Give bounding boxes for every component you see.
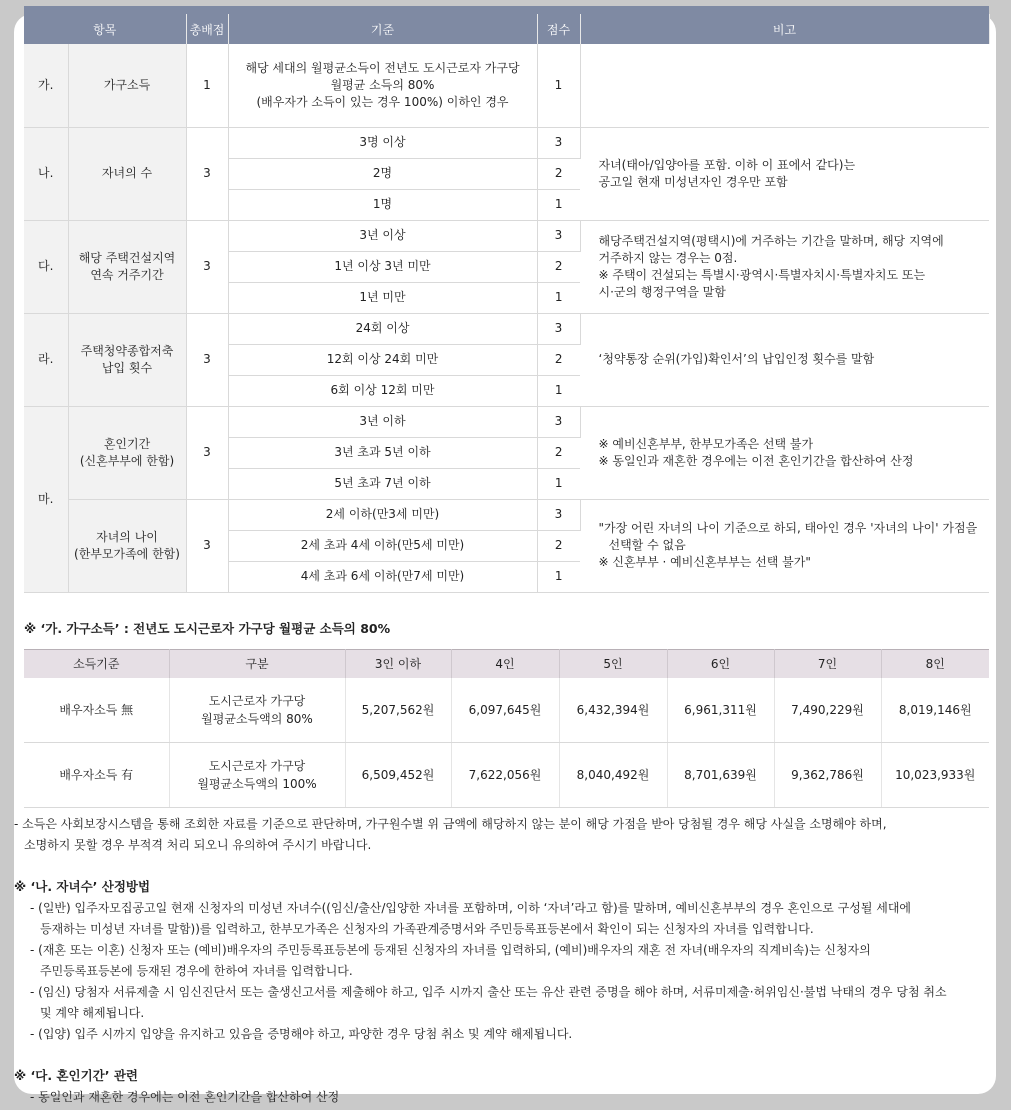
row-code: 가. [24,44,68,127]
row-score: 1 [537,44,580,127]
income-header: 소득기준 [24,649,169,678]
row-item: 자녀의 나이 (한부모가족에 한함) [68,499,186,592]
row-criteria: 6회 이상 12회 미만 [228,375,537,406]
table-row [24,678,989,743]
table-row [24,499,989,530]
row-item: 해당 주택건설지역 연속 거주기간 [68,220,186,313]
row-item: 주택청약종합저축 납입 횟수 [68,313,186,406]
income-value: 5,207,562원 [345,678,451,743]
row-criteria: 2명 [228,158,537,189]
row-total: 3 [186,499,228,592]
income-value: 10,023,933원 [881,742,989,807]
table-row [24,406,989,437]
row-criteria: 4세 초과 6세 이하(만7세 미만) [228,561,537,592]
row-score: 3 [537,499,580,530]
section-title: ※ ‘다. 혼인기간’ 관련 [14,1067,138,1083]
income-header: 구분 [169,649,345,678]
children-section: ※ ‘나. 자녀수’ 산정방법 - (일반) 입주자모집공고일 현재 신청자의 미성년 자녀수((임신/출산/입양한 자녀를 포함하며, 이하 ‘자녀’라고 함)를 말하며, 예비신혼부부의 경우 혼인으로 구성될 세대에 등재하는 미성년 자녀를 말함))를 입력하고, 한부모가족은 신청자의 가족관계증명서와 주민등록표등본에서 확인이 되는 신청자의 자녀를 입력합니다. - (재혼 또는 이혼) 신청자 또는 (예비)배우자의 주민등록표등본에 등재된 신청자의 자녀를 입력하되, (예비)배우자의 재혼 전 자녀(배우자의 직계비속)는 신청자의 주민등록표등본에 등재된 경우에 한하여 자녀를 입력합니다. - (임신) 당첨자 서류제출 시 임신진단서 또는 출생신고서를 제출해야 하고, 입주 시까지 출산 또는 유산 관련 증명을 해야 하며, 서류미제출·허위임신·불법 낙태의 경우 당첨 취소 및 계약 해제됩니다. - (입양) 입주 시까지 입양을 유지하고 있음을 증명해야 하고, 파양한 경우 당첨 취소 및 계약 해제됩니다. [14,876,989,1045]
row-score: 2 [537,158,580,189]
income-value: 9,362,786원 [774,742,881,807]
row-total: 3 [186,406,228,499]
income-header: 8인 [881,649,989,678]
row-item: 자녀의 수 [68,127,186,220]
income-header: 4인 [451,649,559,678]
row-criteria: 해당 세대의 월평균소득이 전년도 도시근로자 가구당 월평균 소득의 80% (배우자가 소득이 있는 경우 100%) 이하인 경우 [228,44,537,127]
header-score: 점수 [537,14,580,44]
income-value: 8,019,146원 [881,678,989,743]
income-table-header [24,649,989,678]
row-code: 라. [24,313,68,406]
income-value: 7,622,056원 [451,742,559,807]
income-value: 6,432,394원 [559,678,667,743]
row-criteria: 2세 초과 4세 이하(만5세 미만) [228,530,537,561]
document-card [14,14,996,1104]
row-note: ※ 예비신혼부부, 한부모가족은 선택 불가 ※ 동일인과 재혼한 경우에는 이전 혼인기간을 합산하여 산정 [580,406,989,499]
row-item: 가구소득 [68,44,186,127]
row-note [580,44,989,127]
income-value: 6,509,452원 [345,742,451,807]
table-row [24,220,989,251]
header-criteria: 기준 [228,14,537,44]
row-criteria: 3년 초과 5년 이하 [228,437,537,468]
row-score: 1 [537,561,580,592]
row-score: 1 [537,375,580,406]
row-score: 1 [537,189,580,220]
row-note: 해당주택건설지역(평택시)에 거주하는 기간을 말하며, 해당 지역에 거주하지 않는 경우는 0점. ※ 주택이 건설되는 특별시·광역시·특별자치시·특별자치도 또는 시·군의 행정구역을 말함 [580,220,989,313]
table-row [24,742,989,807]
row-score: 3 [537,220,580,251]
income-value: 8,701,639원 [667,742,774,807]
section-title: ※ ‘나. 자녀수’ 산정방법 [14,878,151,894]
row-score: 2 [537,530,580,561]
row-code: 나. [24,127,68,220]
row-score: 1 [537,282,580,313]
row-score: 2 [537,344,580,375]
row-note: ‘청약통장 순위(가입)확인서’의 납입인정 횟수를 말함 [580,313,989,406]
income-header: 3인 이하 [345,649,451,678]
income-header: 5인 [559,649,667,678]
row-criteria: 12회 이상 24회 미만 [228,344,537,375]
income-header: 6인 [667,649,774,678]
header-total: 총배점 [186,14,228,44]
table-row [24,127,989,158]
income-label: 배우자소득 有 [24,742,169,807]
row-note: "가장 어린 자녀의 나이 기준으로 하되, 태아인 경우 '자녀의 나이' 가점을 선택할 수 없음 ※ 신혼부부 · 예비신혼부부는 선택 불가" [580,499,989,592]
row-criteria: 3년 이상 [228,220,537,251]
income-value: 6,961,311원 [667,678,774,743]
row-criteria: 2세 이하(만3세 미만) [228,499,537,530]
row-item: 혼인기간 (신혼부부에 한함) [68,406,186,499]
row-score: 3 [537,127,580,158]
row-criteria: 24회 이상 [228,313,537,344]
table-row [24,44,989,127]
row-score: 2 [537,437,580,468]
row-total: 1 [186,44,228,127]
header-note: 비고 [580,14,989,44]
row-criteria: 1년 이상 3년 미만 [228,251,537,282]
income-kind: 도시근로자 가구당 월평균소득액의 80% [169,678,345,743]
row-score: 2 [537,251,580,282]
row-total: 3 [186,220,228,313]
score-table [24,14,990,593]
row-criteria: 5년 초과 7년 이하 [228,468,537,499]
header-item: 항목 [24,14,186,44]
row-criteria: 1년 미만 [228,282,537,313]
row-note: 자녀(태아/입양아를 포함. 이하 이 표에서 같다)는 공고일 현재 미성년자인 경우만 포함 [580,127,989,220]
row-score: 1 [537,468,580,499]
marriage-section: ※ ‘다. 혼인기간’ 관련 - 동일인과 재혼한 경우에는 이전 혼인기간을 합산하여 산정 [14,1065,989,1108]
row-score: 3 [537,406,580,437]
row-total: 3 [186,313,228,406]
income-kind: 도시근로자 가구당 월평균소득액의 100% [169,742,345,807]
row-criteria: 1명 [228,189,537,220]
row-code: 다. [24,220,68,313]
row-criteria: 3명 이상 [228,127,537,158]
income-note-title: ※ ‘가. 가구소득’ : 전년도 도시근로자 가구당 월평균 소득의 80% [24,620,391,636]
income-table [24,649,989,808]
row-code: 마. [24,406,68,592]
row-score: 3 [537,313,580,344]
score-table-header [24,14,989,44]
row-total: 3 [186,127,228,220]
income-value: 8,040,492원 [559,742,667,807]
income-value: 6,097,645원 [451,678,559,743]
income-header: 7인 [774,649,881,678]
row-criteria: 3년 이하 [228,406,537,437]
table-row [24,313,989,344]
income-footnote: - 소득은 사회보장시스템을 통해 조회한 자료를 기준으로 판단하며, 가구원수별 위 금액에 해당하지 않는 분이 해당 가점을 받아 당첨될 경우 해당 사실을 소명해야 하며, 소명하지 못할 경우 부적격 처리 되오니 유의하여 주시기 바랍니다. [14,816,887,852]
income-label: 배우자소득 無 [24,678,169,743]
income-value: 7,490,229원 [774,678,881,743]
